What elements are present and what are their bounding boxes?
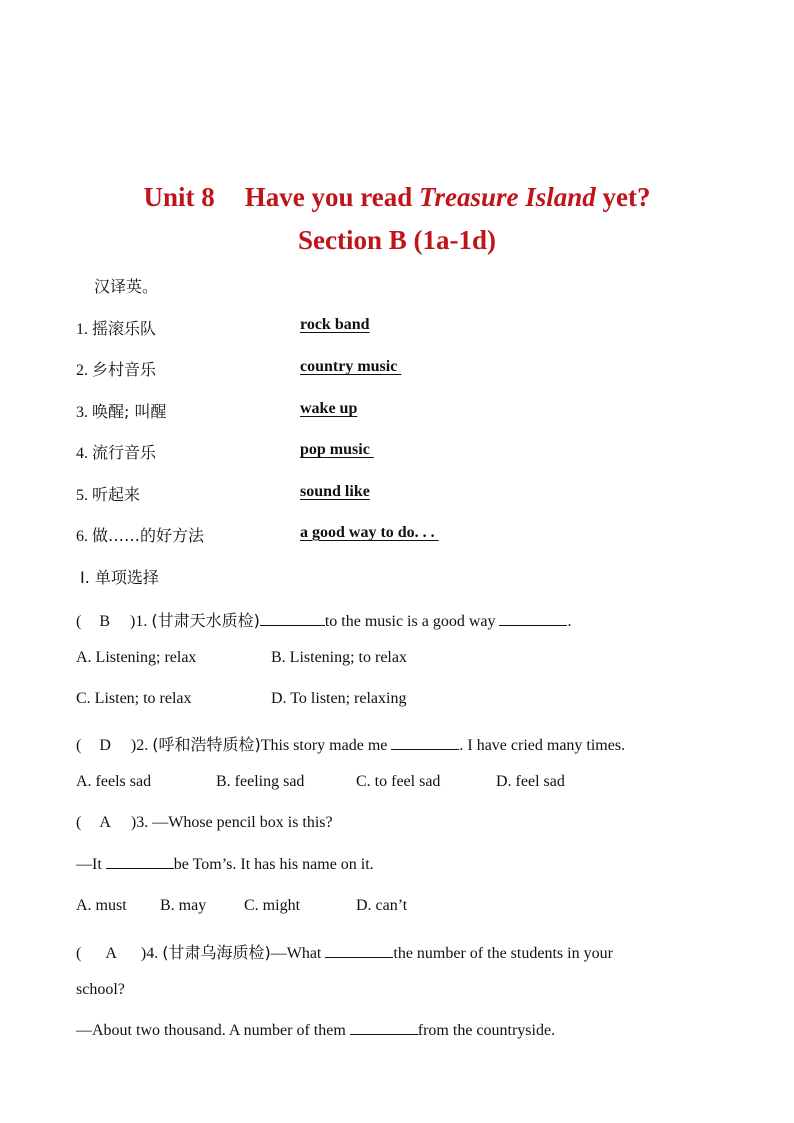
question-3: ( A )3. —Whose pencil box is this?: [76, 814, 333, 831]
q3-options: A. must B. may C. might D. can’t: [76, 897, 408, 914]
question-2: ( D )2. (呼和浩特质检)This story made me . I have cried many times.: [76, 735, 626, 754]
vocab-answer: a good way to do. . .: [300, 524, 439, 541]
question-4: ( A )4. (甘肃乌海质检)—What the number of the students in your: [76, 943, 613, 962]
vocab-item: 1. 摇滚乐队: [76, 319, 157, 338]
title-italic: Treasure Island: [419, 182, 596, 212]
q1-options-row2: C. Listen; to relax D. To listen; relaxing: [76, 690, 407, 707]
vocab-answer: wake up: [300, 400, 358, 417]
vocab-item: 3. 唤醒; 叫醒: [76, 402, 167, 421]
translation-heading: 汉译英。: [94, 277, 159, 296]
section-title: Section B (1a-1d): [298, 225, 496, 255]
vocab-item: 6. 做……的好方法: [76, 526, 205, 545]
blank: [106, 856, 174, 869]
answer-q4: A: [105, 945, 117, 962]
vocab-item: 4. 流行音乐: [76, 443, 157, 462]
vocab-answer: country music: [300, 358, 402, 375]
question-1: ( B )1. (甘肃天水质检) to the music is a good way .: [76, 611, 572, 630]
q1-options-row1: A. Listening; relax B. Listening; to relax: [76, 649, 407, 666]
q2-options: A. feels sad B. feeling sad C. to feel sad D. feel sad: [76, 773, 565, 790]
title-post: yet?: [595, 182, 651, 212]
answer-q3: A: [99, 814, 111, 831]
title-pre: Have you read: [244, 182, 419, 212]
vocab-answer: rock band: [300, 316, 370, 333]
vocab-item: 2. 乡村音乐: [76, 360, 157, 379]
unit-title: [0, 182, 794, 213]
unit-label: Unit 8: [143, 182, 215, 212]
question-4-line2: —About two thousand. A number of them from the countryside.: [76, 1022, 556, 1039]
question-3-line2: —It be Tom’s. It has his name on it.: [76, 856, 374, 873]
blank: [391, 737, 459, 750]
question-4-cont: school?: [76, 981, 125, 998]
answer-q2: D: [99, 737, 111, 754]
blank: [350, 1022, 418, 1035]
vocab-answer: pop music: [300, 441, 374, 458]
vocab-answer: sound like: [300, 483, 370, 500]
vocab-item: 5. 听起来: [76, 485, 141, 504]
blank: [325, 945, 393, 958]
answer-q1: B: [99, 613, 110, 630]
multiple-choice-heading: Ⅰ. 单项选择: [80, 568, 159, 587]
blank: [499, 613, 567, 626]
blank: [260, 613, 325, 626]
